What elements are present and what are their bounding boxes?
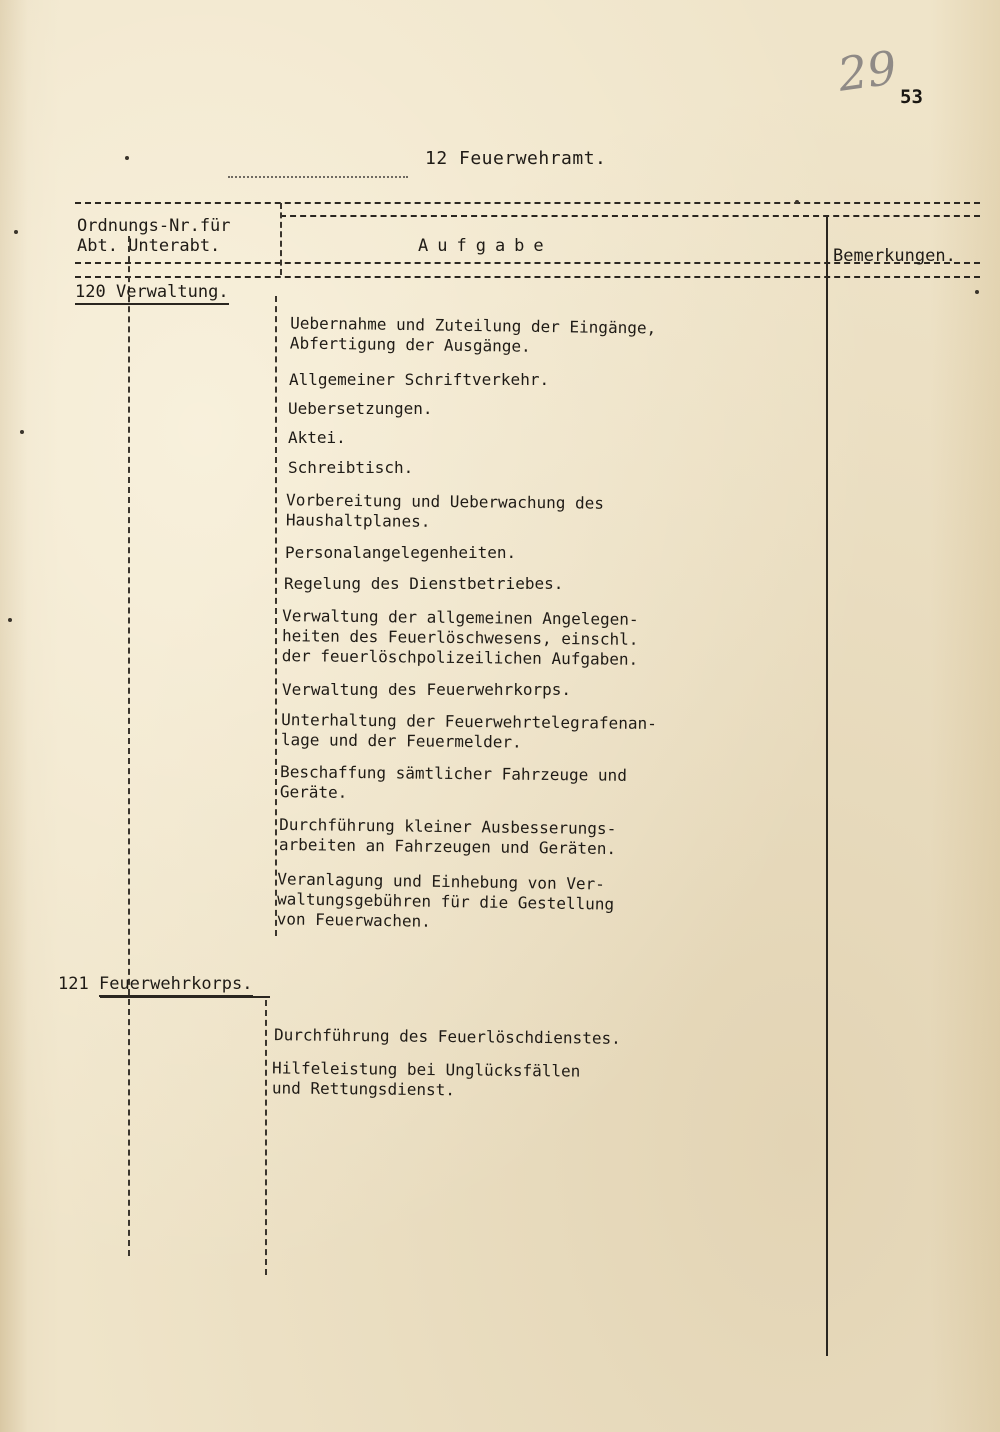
task-item: Verwaltung der allgemeinen Angelegen- heiten des Feuerlöschwesens, einschl. der feuerlöschpolizeilichen Aufgaben. xyxy=(281,606,639,669)
section-title: Verwaltung. xyxy=(115,282,229,302)
task-item: Regelung des Dienstbetriebes. xyxy=(284,574,564,593)
task-item: Schreibtisch. xyxy=(288,458,414,477)
handwritten-folio-number: 29 xyxy=(834,40,901,102)
section-number: 120 xyxy=(75,282,106,302)
header-bottom-rule-2 xyxy=(75,276,980,278)
column-line-aufgabe xyxy=(275,296,277,936)
task-item: Aktei. xyxy=(288,428,346,447)
table-top-rule xyxy=(75,202,980,204)
page-number: 53 xyxy=(900,86,923,108)
ink-speck xyxy=(975,290,979,294)
section-title: Feuerwehrkorps. xyxy=(99,974,253,997)
section-120-label xyxy=(75,282,229,305)
column-line-unterabt xyxy=(128,236,130,1256)
task-item: Durchführung kleiner Ausbesserungs- arbeiten an Fahrzeugen und Geräten. xyxy=(278,814,617,859)
column-header-ordnungs-line1: Ordnungs-Nr.für xyxy=(77,216,231,236)
task-item: Durchführung des Feuerlöschdienstes. xyxy=(273,1025,621,1048)
task-item: Personalangelegenheiten. xyxy=(285,543,517,562)
task-item: Verwaltung des Feuerwehrkorps. xyxy=(282,680,571,699)
task-item: Unterhaltung der Feuerwehrtelegrafenan- lage und der Feuermelder. xyxy=(280,710,657,752)
task-item: Veranlagung und Einhebung von Ver- waltungsgebühren für die Gestellung von Feuerwachen. xyxy=(276,869,615,931)
task-item: Beschaffung sämtlicher Fahrzeuge und Geräte. xyxy=(279,762,627,802)
ink-speck xyxy=(14,230,18,234)
column-line-bemerkungen xyxy=(826,216,828,1356)
section-121-rule xyxy=(100,996,270,998)
task-item: Uebernahme und Zuteilung der Eingänge, Abfertigung der Ausgänge. xyxy=(289,313,657,356)
table-top-rule-2 xyxy=(280,215,980,217)
ink-speck xyxy=(795,200,799,204)
section-121-label xyxy=(58,974,253,994)
dotted-divider xyxy=(228,176,408,178)
column-header-bemerkungen: Bemerkungen. xyxy=(833,246,956,266)
task-item: Vorbereitung und Ueberwachung des Haushaltplanes. xyxy=(285,490,605,531)
column-header-ordnungs-line2: Abt. Unterabt. xyxy=(77,236,221,256)
page-title: 12 Feuerwehramt. xyxy=(425,148,607,169)
column-line-aufgabe-header xyxy=(280,203,282,275)
ink-speck xyxy=(20,430,24,434)
task-item: Allgemeiner Schriftverkehr. xyxy=(289,370,550,389)
task-item: Hilfeleistung bei Unglücksfällen und Rettungsdienst. xyxy=(271,1058,581,1100)
column-line-aufgabe-lower xyxy=(265,1000,267,1275)
ink-speck xyxy=(125,156,129,160)
section-number: 121 xyxy=(58,974,89,994)
column-header-aufgabe: Aufgabe xyxy=(418,236,553,256)
ink-speck xyxy=(8,618,12,622)
task-item: Uebersetzungen. xyxy=(288,399,433,418)
